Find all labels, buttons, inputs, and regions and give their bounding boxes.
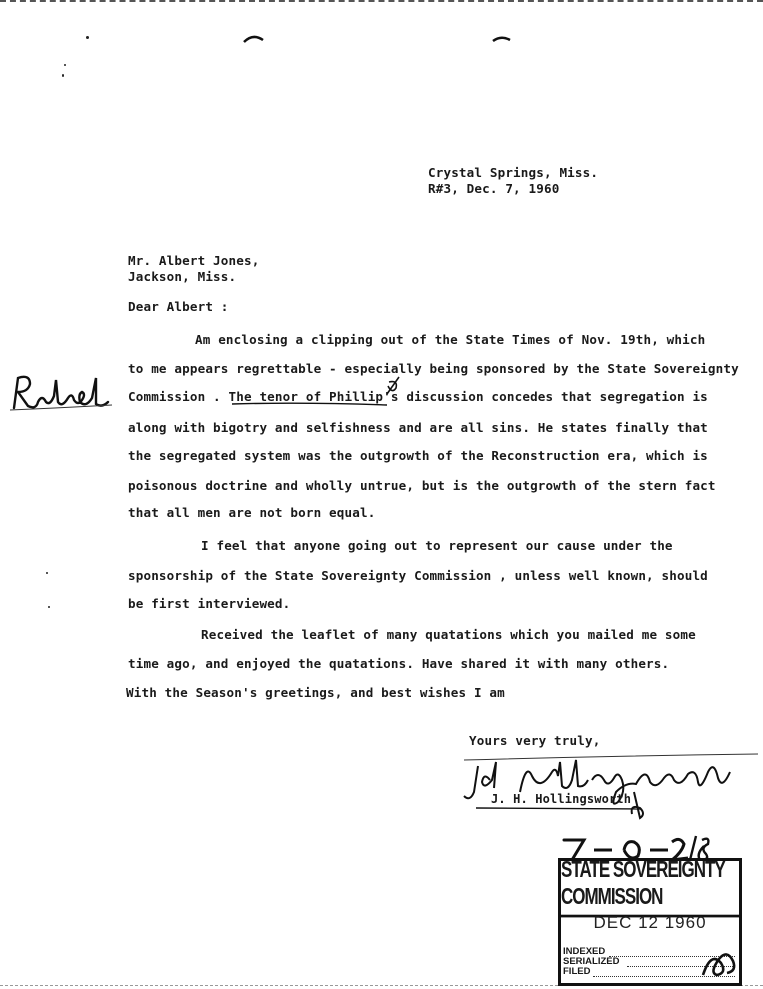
body-line: the segregated system was the outgrowth of the Reconstruction era, which is [128,448,708,463]
body-line: With the Season's greetings, and best wishes I am [126,685,505,700]
body-line: along with bigotry and selfishness and are all sins. He states finally that [128,420,708,435]
commission-received-stamp [558,858,742,986]
scan-speck [46,572,48,574]
stamp-initials-scribble [697,945,741,981]
scan-speck [64,64,66,66]
body-line: Received the leaflet of many quatations which you mailed me some [201,627,696,642]
stamp-label-filed: FILED [563,966,591,977]
scan-speck [48,606,50,608]
body-line: Am enclosing a clipping out of the State Times of Nov. 19th, which [195,332,706,347]
signature-underline [476,806,646,812]
body-line: Commission . The tenor of Phillip's discussion concedes that segregation is [128,389,708,404]
signer-name: J. H. Hollingsworth [491,792,632,806]
body-line: that all men are not born equal. [128,505,376,520]
signature-flourish [626,790,650,820]
stamp-date: DEC 12 1960 [593,913,707,932]
scan-arc-mark [243,34,265,44]
recipient-name: Mr. Albert Jones, [128,253,260,268]
stamp-title: STATE SOVEREIGNTY COMMISSION [561,853,739,918]
body-line: be first interviewed. [128,596,291,611]
closing: Yours very truly, [469,733,601,748]
body-line: poisonous doctrine and wholly untrue, but is the outgrowth of the stern fact [128,478,716,493]
handwritten-underline [232,400,392,408]
body-line: I feel that anyone going out to represent our cause under the [201,538,673,553]
scan-arc-mark [492,34,512,44]
body-line: time ago, and enjoyed the quatations. Have shared it with many others. [128,656,670,671]
letter-date: R#3, Dec. 7, 1960 [428,181,560,196]
top-edge-dashes [0,0,763,4]
scan-speck [86,36,89,39]
stamp-label-serialized: SERIALIZED [563,956,620,967]
body-line: sponsorship of the State Sovereignty Commission , unless well known, should [128,568,708,583]
recipient-city: Jackson, Miss. [128,269,237,284]
sender-place: Crystal Springs, Miss. [428,165,599,180]
stamp-label-indexed: INDEXED [563,946,606,957]
handwritten-margin-note [8,372,116,412]
salutation: Dear Albert : [128,299,229,314]
handwritten-loop-mark [384,374,404,396]
body-line: to me appears regrettable - especially being sponsored by the State Sovereignty [128,361,739,376]
scan-speck [62,74,64,77]
